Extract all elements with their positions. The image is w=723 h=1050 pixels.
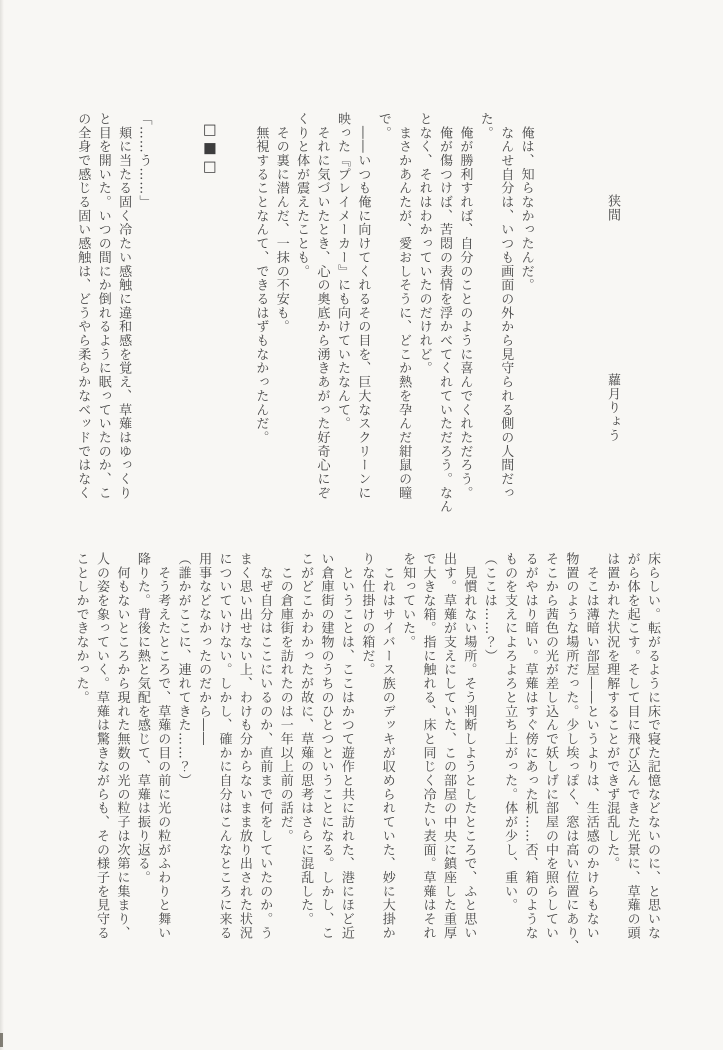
text-line: そこから茜色の光が差し込んで妖しげに部屋の中を照らしてい — [542, 552, 558, 940]
text-line: まく思い出せない上、わけも分からないまま放り出された状況 — [236, 552, 252, 940]
text-line: その裏に潜んだ、一抹の不安も。 — [273, 112, 289, 334]
text-line: い倉庫街の建物のうちのひとつということになる。しかし、こ — [318, 552, 334, 940]
text-line: 降りた。背後に熱と気配を感じて、草薙は振り返る。 — [134, 552, 150, 885]
text-line: を知っていた。 — [400, 552, 416, 649]
text-line: で大きな箱。指に触れる、床と同じく冷たい表面。草薙はそれ — [420, 552, 436, 940]
text-line: は置かれた状況を理解することができず混乱した。 — [604, 552, 620, 871]
text-line: そう考えたところで、草薙の目の前に光の粒がふわりと舞い — [155, 552, 171, 940]
text-line: （ここは……？） — [481, 552, 497, 663]
text-line: た。 — [477, 112, 493, 140]
text-line: ことしかできなかった。 — [73, 552, 89, 705]
text-line: ――いつも俺に向けてくれるその目を、巨大なスクリーンに — [355, 112, 371, 500]
text-line: 物置のような場所だった。少し埃っぽく、窓は高い位置にあり、 — [563, 552, 579, 954]
scan-mark-artifact — [0, 1033, 3, 1047]
text-line: 俺が傷つけば、苦悶の表情を浮かべてくれていただろう。なん — [436, 112, 452, 514]
text-line: この倉庫街を訪れたのは一年以上前の話だ。 — [277, 552, 293, 843]
text-line: の全身で感じる固い感触は、どうやら柔らかなベッドではなく — [75, 112, 91, 500]
text-line: こがどこかわかったが故に、草薙の思考はさらに混乱した。 — [298, 552, 314, 926]
scan-edge-artifact — [0, 0, 4, 1050]
text-line: それに気づいたとき、心の奥底から湧きあがった好奇心にぞ — [314, 112, 330, 500]
text-line: くりと体が震えたことも。 — [294, 112, 310, 279]
text-line: まさかあんたが、愛おしそうに、どこか熱を孕んだ紺鼠の瞳 — [396, 112, 412, 500]
text-line: （誰かがここに、連れてきた……？） — [175, 552, 191, 788]
text-line: 人の姿を象っていく。草薙は驚きながらも、その様子を見守る — [94, 552, 110, 940]
section-divider — [200, 112, 220, 502]
text-line: そこは薄暗い部屋――というよりは、生活感のかけらもない — [583, 552, 599, 940]
text-line: 出す。草薙が支えにしていた、この部屋の中央に鎮座した重厚 — [440, 552, 456, 940]
text-line: るがやはり暗い。草薙はすぐ傍にあった机……否、箱のような — [522, 552, 538, 940]
text-line: がら体を起こす。そして目に飛び込んできた光景に、草薙の頭 — [624, 552, 640, 940]
text-line: なんせ自分は、いつも画面の外から見守られる側の人間だっ — [498, 112, 514, 500]
text-line: 何もないところから現れた無数の光の粒子は次第に集まり、 — [114, 552, 130, 940]
text-line: 頬に当たる固く冷たい感触に違和感を覚え、草薙はゆっくり — [116, 112, 132, 500]
text-line: なぜ自分はここにいるのか、直前まで何をしていたのか。う — [257, 552, 273, 940]
text-line: で。 — [375, 112, 391, 140]
story-title: 狭間 — [605, 194, 620, 222]
title-column — [602, 112, 622, 502]
section-divider-squares: □■□ — [201, 122, 218, 178]
text-line: 俺が勝利すれば、自分のことのように喜んでくれただろう。 — [457, 112, 473, 500]
text-line: 見慣れない場所。そう判断しようとしたところで、ふと思い — [461, 552, 477, 940]
text-line: 用事などなかったのだから―― — [196, 552, 212, 746]
text-line: 床らしい。転がるように床で寝た記憶などないのに、と思いな — [645, 552, 660, 940]
story-author: 蘿月りょう — [605, 372, 620, 442]
text-line: 映った『プレイメーカー』にも向けていたなんて。 — [334, 112, 350, 431]
text-line: となく、それはわかっていたのだけれど。 — [416, 112, 432, 376]
text-line: 俺は、知らなかったんだ。 — [518, 112, 534, 293]
top-text-block — [72, 112, 622, 514]
text-line: ということは、ここはかつて遊作と共に訪れた、港にほど近 — [338, 552, 354, 940]
text-line: りな仕掛けの箱だ。 — [359, 552, 375, 677]
text-line: 「……う……」 — [136, 112, 152, 209]
text-line: と目を開いた。いつの間にか倒れるように眠っていたのか、こ — [95, 112, 111, 500]
bottom-text-block — [70, 552, 662, 954]
text-line: 無視することなんて、できるはずもなかったんだ。 — [253, 112, 269, 445]
text-line: これはサイバース族のデッキが収められていた、妙に大掛か — [379, 552, 395, 940]
text-line: ものを支えによろよろと立ち上がった。体が少し、重い。 — [502, 552, 518, 913]
text-line: についていけない。しかし、確かに自分はこんなところに来る — [216, 552, 232, 940]
